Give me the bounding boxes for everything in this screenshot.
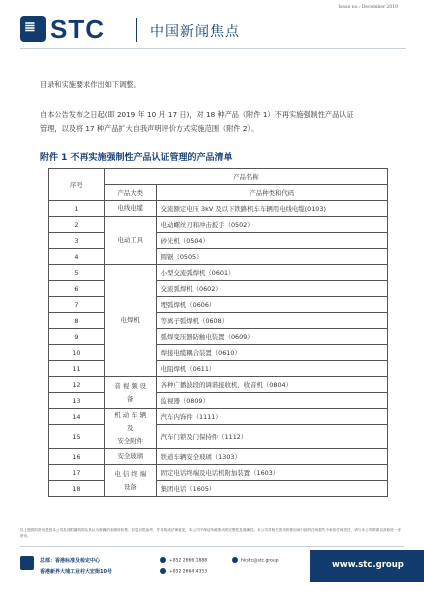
header-divider [136,18,137,42]
cell-category [104,201,156,217]
table-row [49,409,388,425]
table-header-row [49,169,388,185]
table-row [49,425,388,449]
category-label: 安全玻璃 [117,452,144,460]
cell-type: 监视器（0809） [156,393,387,409]
cell-type: 小型交流弧焊机（0601） [156,265,387,281]
footer-hq: 总部：香港标准及检定中心 [40,558,101,564]
footer-logo-icon [20,556,34,570]
cell-type: 埋弧焊机（0606） [156,297,387,313]
footer-tel [160,557,207,564]
cell-no: 1 [49,201,105,217]
table-row [49,377,388,393]
paragraph-intro: 目录和实施要求作出如下调整。 [40,80,141,89]
cell-no: 17 [49,465,105,481]
category-label: 电线电缆 [117,204,144,212]
table-row [49,265,388,281]
category-label: 电 信 终 端 [114,469,147,478]
cell-type: 等离子弧焊机（0608） [156,313,387,329]
cell-type: 焊接电缆耦合装置（0610） [156,345,387,361]
table-row [49,345,388,361]
footer-email[interactable] [232,557,279,564]
cell-category [104,449,156,465]
footer-rule [20,546,404,547]
cell-no: 4 [49,249,105,265]
category-label: 及 安全附件 [117,424,144,445]
footer-fax [160,568,207,575]
cell-type: 集团电话（1605） [156,481,387,497]
cell-no: 11 [49,361,105,377]
category-label: 音 视 频 设 [114,381,147,390]
table-row [49,281,388,297]
footer-fax-text: +852 2664 4353 [169,569,208,575]
cell-type: 固定电话终端及电话机附加装置（1603） [156,465,387,481]
paragraph-notice-line1: 自本公告发布之日起(即 2019 年 10 月 17 日)，对 18 种产品（附件 1）不再实施强制性产品认证 [40,110,354,119]
table-row [49,217,388,233]
header-no: 序号 [49,169,105,201]
category-label: 机 动 车 辆 [114,411,147,419]
cell-category [104,377,156,409]
table-row [49,201,388,217]
cell-type: 交流弧焊机（0602） [156,281,387,297]
footer-email-text: hkstc@stc.group [241,558,279,564]
footer-disclaimer: 以上提供的资讯是按本公司及其附属机构从其认为准确的来源所收集，信息仅供参考，并非构成法律意见，本公司不保证所载资讯的完整性及准确性。本公司对相关资讯的使用而引致的任何损失不承担任何责任，请与本公司联系以获取进一步资讯。 [20,528,401,538]
table-row [49,481,388,497]
paragraph-notice-line2: 管理，以及将 17 种产品扩大自我声明评价方式实施范围（附件 2）。 [40,124,259,133]
cell-type: 圆锯（0505） [156,249,387,265]
cell-no: 8 [49,313,105,329]
table-row [49,329,388,345]
cell-type: 电阻焊机（0611） [156,361,387,377]
cell-no: 16 [49,449,105,465]
cell-type: 交流额定电压 3kV 及以下铁路机车车辆用电线电缆(0103) [156,201,387,217]
cell-no: 10 [49,345,105,361]
issue-number: Issue no.: December 2019 [338,5,398,10]
cell-no: 5 [49,265,105,281]
table-row [49,249,388,265]
table-row [49,465,388,481]
table-row [49,393,388,409]
section-title: 附件 1 不再实施强制性产品认证管理的产品清单 [40,153,233,163]
category-label: 设备 [123,482,137,491]
table-row [49,233,388,249]
table-row [49,313,388,329]
phone-icon [160,557,166,563]
header-rule [20,48,406,49]
category-label: 备 [127,394,134,403]
cell-no: 14 [49,409,105,425]
category-label: 电动工具 [117,236,144,244]
cell-category [104,217,156,265]
header-product-name: 产品名称 [104,169,387,185]
stc-logo-text: STC [50,14,105,44]
cell-category [104,265,156,377]
category-label: 电焊机 [120,316,140,324]
cell-category [104,409,156,449]
cell-type: 汽车门锁及门保持件（1112） [156,425,387,449]
cell-type: 汽车内饰件（1111） [156,409,387,425]
table-row [49,449,388,465]
cell-no: 15 [49,425,105,449]
cell-type: 电动螺丝刀和冲击扳手（0502） [156,217,387,233]
table-row [49,297,388,313]
cell-no: 7 [49,297,105,313]
cell-no: 12 [49,377,105,393]
logo-glyph: ≣ [24,19,36,35]
header-category: 产品大类 [104,185,156,201]
cell-category [104,465,156,497]
footer-bar [0,550,424,590]
cell-no: 13 [49,393,105,409]
cell-type: 砂光机（0504） [156,233,387,249]
cell-no: 18 [49,481,105,497]
cell-no: 6 [49,281,105,297]
footer-url-link[interactable]: www.stc.group [332,560,404,570]
cell-no: 3 [49,233,105,249]
cell-type: 各种广播波段的调谐接收机、收音机（0804） [156,377,387,393]
newsletter-title: 中国新闻焦点 [150,24,240,40]
stc-logo-mark [20,16,46,42]
product-list-table [48,168,388,497]
cell-type: 铁道车辆安全玻璃（1303） [156,449,387,465]
footer-address: 香港新界大埔工业村大宏街10号 [40,569,112,575]
header-type: 产品种类和代码 [156,185,387,201]
footer-tel-text: +852 2666 1888 [169,558,208,564]
cell-no: 9 [49,329,105,345]
fax-icon [160,568,166,574]
cell-type: 弧焊变压器防触电装置（0609） [156,329,387,345]
table-row [49,361,388,377]
cell-no: 2 [49,217,105,233]
email-icon [232,557,238,563]
